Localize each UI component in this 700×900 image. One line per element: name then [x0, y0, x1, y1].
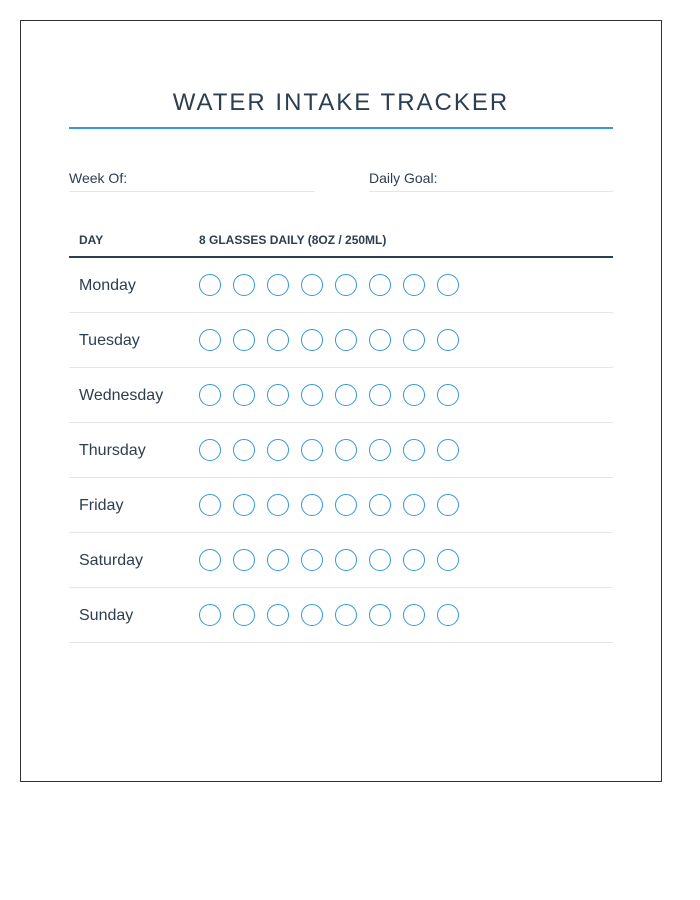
week-of-label: Week Of:	[69, 170, 128, 186]
table-row	[69, 423, 613, 478]
glass-checkbox[interactable]	[301, 439, 323, 461]
glass-checkbox[interactable]	[437, 329, 459, 351]
glass-checkbox[interactable]	[199, 384, 221, 406]
title-divider	[69, 127, 613, 129]
day-label: Sunday	[79, 607, 134, 624]
glass-checkbox[interactable]	[403, 439, 425, 461]
glass-checkbox[interactable]	[369, 274, 391, 296]
glass-checkbox[interactable]	[437, 549, 459, 571]
glass-checkbox[interactable]	[301, 384, 323, 406]
header-day: DAY	[79, 233, 104, 247]
daily-goal-label: Daily Goal:	[369, 170, 438, 186]
glass-checkbox[interactable]	[301, 329, 323, 351]
table-row	[69, 258, 613, 313]
glass-checkbox[interactable]	[335, 494, 357, 516]
glass-checkbox[interactable]	[199, 439, 221, 461]
glass-checkbox[interactable]	[199, 549, 221, 571]
glass-checkbox[interactable]	[267, 329, 289, 351]
day-label: Thursday	[79, 442, 146, 459]
glass-checkbox[interactable]	[369, 494, 391, 516]
glass-checkbox[interactable]	[403, 329, 425, 351]
glass-checkbox[interactable]	[437, 494, 459, 516]
table-row	[69, 313, 613, 368]
glass-checkbox[interactable]	[301, 549, 323, 571]
intake-table	[69, 221, 613, 643]
glass-checkbox[interactable]	[267, 439, 289, 461]
week-of-field[interactable]	[69, 169, 315, 192]
glass-checkbox[interactable]	[403, 494, 425, 516]
glass-checkbox[interactable]	[335, 439, 357, 461]
glass-checkbox[interactable]	[233, 604, 255, 626]
glass-checkbox[interactable]	[267, 604, 289, 626]
page-title: WATER INTAKE TRACKER	[172, 89, 510, 116]
glass-checkbox[interactable]	[335, 384, 357, 406]
tracker-sheet	[20, 20, 662, 782]
glass-checkbox[interactable]	[437, 604, 459, 626]
glass-checkbox[interactable]	[199, 274, 221, 296]
glass-checkbox[interactable]	[369, 329, 391, 351]
glass-checkboxes	[199, 274, 459, 296]
day-label: Tuesday	[79, 332, 140, 349]
glass-checkbox[interactable]	[369, 549, 391, 571]
table-row	[69, 368, 613, 423]
day-label: Friday	[79, 497, 124, 514]
glass-checkbox[interactable]	[233, 439, 255, 461]
glass-checkbox[interactable]	[335, 604, 357, 626]
glass-checkbox[interactable]	[437, 439, 459, 461]
glass-checkbox[interactable]	[369, 604, 391, 626]
glass-checkbox[interactable]	[267, 549, 289, 571]
glass-checkboxes	[199, 549, 459, 571]
glass-checkboxes	[199, 604, 459, 626]
daily-goal-field[interactable]	[369, 169, 613, 192]
glass-checkbox[interactable]	[335, 549, 357, 571]
glass-checkbox[interactable]	[267, 384, 289, 406]
glass-checkboxes	[199, 384, 459, 406]
glass-checkbox[interactable]	[233, 329, 255, 351]
glass-checkbox[interactable]	[369, 439, 391, 461]
glass-checkbox[interactable]	[199, 494, 221, 516]
day-label: Wednesday	[79, 387, 164, 404]
day-label: Monday	[79, 277, 136, 294]
table-row	[69, 533, 613, 588]
glass-checkbox[interactable]	[233, 274, 255, 296]
glass-checkbox[interactable]	[437, 274, 459, 296]
glass-checkbox[interactable]	[403, 274, 425, 296]
glass-checkbox[interactable]	[199, 604, 221, 626]
glass-checkbox[interactable]	[369, 384, 391, 406]
glass-checkbox[interactable]	[233, 494, 255, 516]
table-row	[69, 588, 613, 643]
day-label: Saturday	[79, 552, 144, 569]
glass-checkbox[interactable]	[335, 329, 357, 351]
header-glasses: 8 GLASSES DAILY (8OZ / 250ML)	[199, 233, 387, 247]
glass-checkbox[interactable]	[267, 274, 289, 296]
table-header	[69, 221, 613, 258]
glass-checkbox[interactable]	[301, 494, 323, 516]
table-row	[69, 478, 613, 533]
glass-checkbox[interactable]	[437, 384, 459, 406]
glass-checkboxes	[199, 494, 459, 516]
glass-checkbox[interactable]	[335, 274, 357, 296]
glass-checkbox[interactable]	[301, 604, 323, 626]
glass-checkbox[interactable]	[267, 494, 289, 516]
glass-checkbox[interactable]	[301, 274, 323, 296]
glass-checkbox[interactable]	[233, 549, 255, 571]
table-body	[69, 258, 613, 643]
glass-checkbox[interactable]	[403, 549, 425, 571]
glass-checkbox[interactable]	[199, 329, 221, 351]
glass-checkbox[interactable]	[403, 604, 425, 626]
glass-checkboxes	[199, 439, 459, 461]
glass-checkboxes	[199, 329, 459, 351]
glass-checkbox[interactable]	[233, 384, 255, 406]
glass-checkbox[interactable]	[403, 384, 425, 406]
